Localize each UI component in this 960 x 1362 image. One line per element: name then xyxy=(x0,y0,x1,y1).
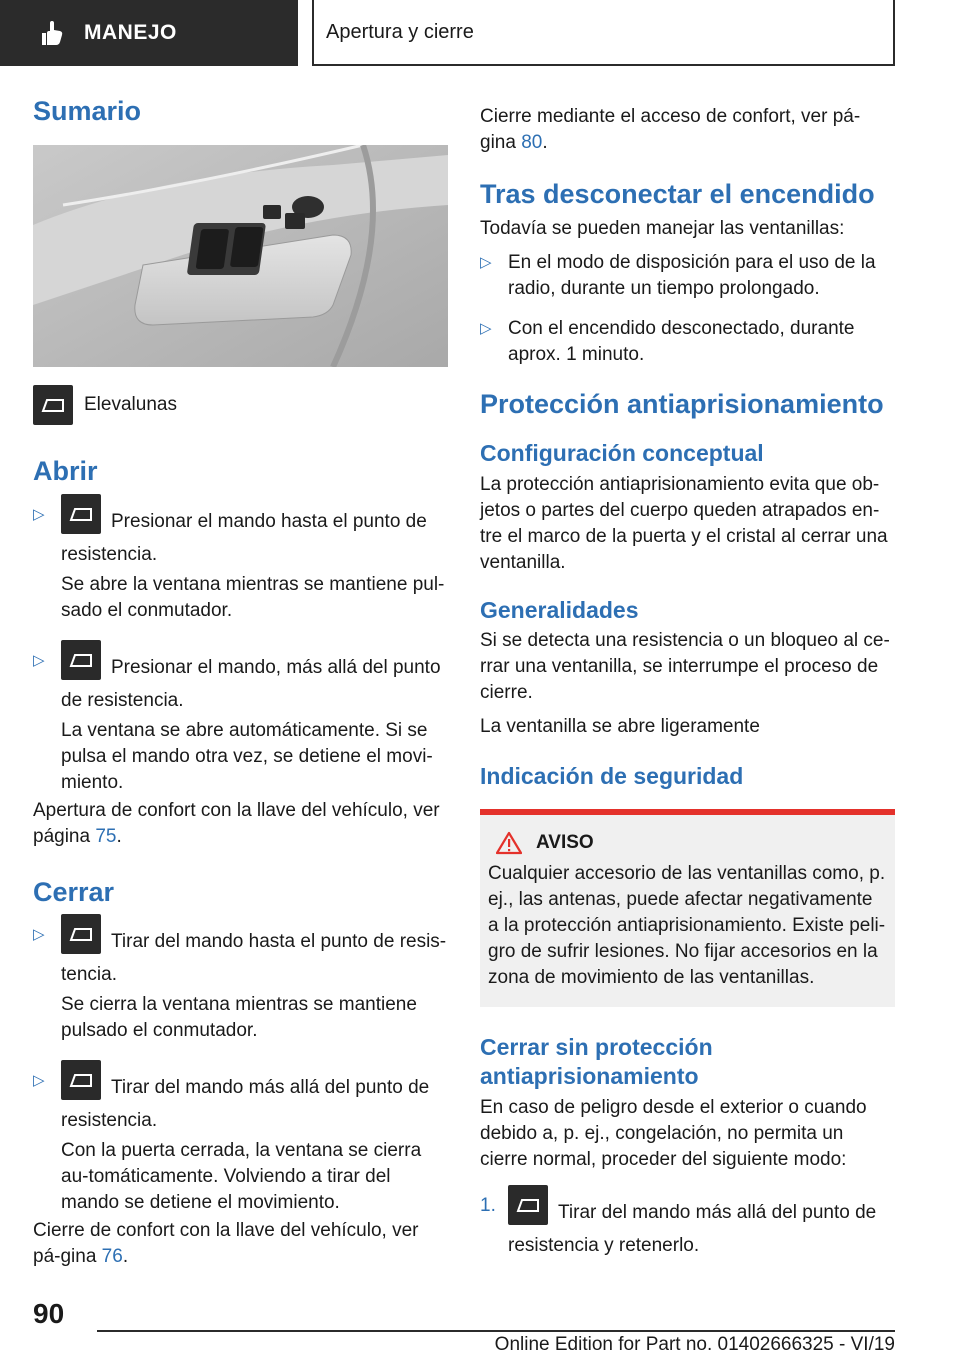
intro-text-body: Cierre mediante el acceso de confort, ver pá-gina xyxy=(480,106,861,153)
window-switch-icon xyxy=(61,1060,101,1100)
generalidades-text-2: La ventanilla se abre ligeramente xyxy=(480,716,760,738)
cerrar-step-detail: Se cierra la ventana mientras se mantiene pulsado el conmutador. xyxy=(61,994,417,1042)
page-header xyxy=(0,0,960,66)
heading-configuracion: Configuración conceptual xyxy=(480,439,764,466)
cerrar-step-text: Tirar del mando más allá del punto de resistencia. xyxy=(61,1077,430,1132)
window-switch-icon xyxy=(61,640,101,680)
elevalunas-legend xyxy=(33,385,448,425)
warning-label: AVISO xyxy=(536,832,594,854)
step-number: 1. xyxy=(480,1194,496,1216)
page-number: 90 xyxy=(33,1298,65,1329)
triangle-bullet-icon: ▷ xyxy=(33,926,45,944)
abrir-step-text: Presionar el mando hasta el punto de resistencia. xyxy=(61,510,427,565)
tras-item-text: En el modo de disposición para el uso de la radio, durante un tiempo prolongado. xyxy=(508,252,876,300)
heading-sin-proteccion: Cerrar sin protección antiaprisionamiento xyxy=(480,1034,713,1089)
abrir-list xyxy=(33,502,448,796)
triangle-bullet-icon: ▷ xyxy=(480,254,492,272)
elevalunas-caption: Elevalunas xyxy=(84,394,177,416)
window-switch-icon xyxy=(61,494,101,534)
heading-proteccion: Protección antiaprisionamiento xyxy=(480,389,884,420)
chapter-title: MANEJO xyxy=(84,21,177,44)
heading-sumario: Sumario xyxy=(33,96,142,126)
cerrar-list xyxy=(33,922,448,1216)
window-switch-icon xyxy=(33,385,73,425)
page-ref-link[interactable]: 80 xyxy=(521,132,543,153)
sin-proteccion-text: En caso de peligro desde el exterior o cuando debido a, p. ej., congelación, no permita un cierre normal, proceder del siguiente modo: xyxy=(480,1096,867,1170)
steps-list xyxy=(480,1193,895,1259)
window-switch-icon xyxy=(508,1185,548,1225)
footer-edition: Online Edition for Part no. 01402666325 - VI/19 xyxy=(494,1334,895,1355)
list-item xyxy=(480,316,895,368)
list-item xyxy=(33,648,448,796)
abrir-step-detail: Se abre la ventana mientras se mantiene pul-sado el conmutador. xyxy=(61,573,445,621)
right-column xyxy=(480,104,895,1259)
abrir-note-text: Apertura de confort con la llave del vehículo, ver página xyxy=(33,799,440,847)
warning-header xyxy=(488,831,887,855)
heading-tras-desconectar: Tras desconectar el encendido xyxy=(480,179,875,209)
cerrar-step-detail: Con la puerta cerrada, la ventana se cierra au-tomáticamente. Volviendo a tirar del mando se detiene el movimiento. xyxy=(61,1140,422,1214)
list-item xyxy=(33,1068,448,1216)
heading-cerrar: Cerrar xyxy=(33,876,115,907)
list-item xyxy=(33,922,448,1044)
warning-text: Cualquier accesorio de las ventanillas como, p. ej., las antenas, puede afectar negativamente a la protección antiaprisionamiento. Existe peli-gro de sufrir lesiones. No fijar accesorios en la zona de movimiento de las ventanillas. xyxy=(488,863,886,989)
intro-text: Cierre mediante el acceso de confort, ver pá-gina 80. xyxy=(480,106,861,153)
footer-divider xyxy=(97,1330,895,1332)
tras-lead: Todavía se pueden manejar las ventanillas: xyxy=(480,218,845,240)
triangle-bullet-icon: ▷ xyxy=(33,505,45,523)
tras-list xyxy=(480,250,895,368)
triangle-bullet-icon: ▷ xyxy=(33,651,45,669)
page-ref-link[interactable]: 75 xyxy=(95,825,117,847)
warning-triangle-icon xyxy=(496,831,522,855)
hand-icon xyxy=(38,18,68,48)
tras-item-text: Con el encendido desconectado, durante aprox. 1 minuto. xyxy=(508,318,855,366)
list-item xyxy=(480,1193,895,1259)
cerrar-step-text: Tirar del mando hasta el punto de resis-tencia. xyxy=(61,931,447,986)
list-item xyxy=(480,250,895,302)
heading-generalidades: Generalidades xyxy=(480,596,639,623)
heading-seguridad: Indicación de seguridad xyxy=(480,763,744,790)
abrir-step-text: Presionar el mando, más allá del punto de resistencia. xyxy=(61,656,441,711)
config-text: La protección antiaprisionamiento evita que ob-jetos o partes del cuerpo queden atrapados en-tre el marco de la puerta y el cristal al cerrar una ventanilla. xyxy=(480,473,888,573)
warning-box xyxy=(480,809,895,1007)
triangle-bullet-icon: ▷ xyxy=(33,1072,45,1090)
heading-abrir: Abrir xyxy=(33,456,98,487)
page-ref-link[interactable]: 76 xyxy=(101,1246,123,1268)
left-column xyxy=(33,95,448,1270)
chapter-tab xyxy=(0,0,298,66)
triangle-bullet-icon: ▷ xyxy=(480,320,492,338)
window-switch-icon xyxy=(61,914,101,954)
cerrar-note-text: Cierre de confort con la llave del vehículo, ver pá-gina xyxy=(33,1220,419,1268)
door-panel-photo xyxy=(33,145,448,367)
section-title: Apertura y cierre xyxy=(312,0,895,66)
generalidades-text: Si se detecta una resistencia o un bloqueo al ce-rrar una ventanilla, se interrumpe el proceso de cierre. xyxy=(480,630,890,704)
list-item xyxy=(33,502,448,624)
abrir-note: Apertura de confort con la llave del vehículo, ver página 75. xyxy=(33,799,440,847)
step-text: Tirar del mando más allá del punto de resistencia y retenerlo. xyxy=(508,1201,877,1256)
abrir-step-detail: La ventana se abre automáticamente. Si se pulsa el mando otra vez, se detiene el movi-miento. xyxy=(61,719,433,793)
cerrar-note: Cierre de confort con la llave del vehículo, ver pá-gina 76. xyxy=(33,1220,419,1268)
